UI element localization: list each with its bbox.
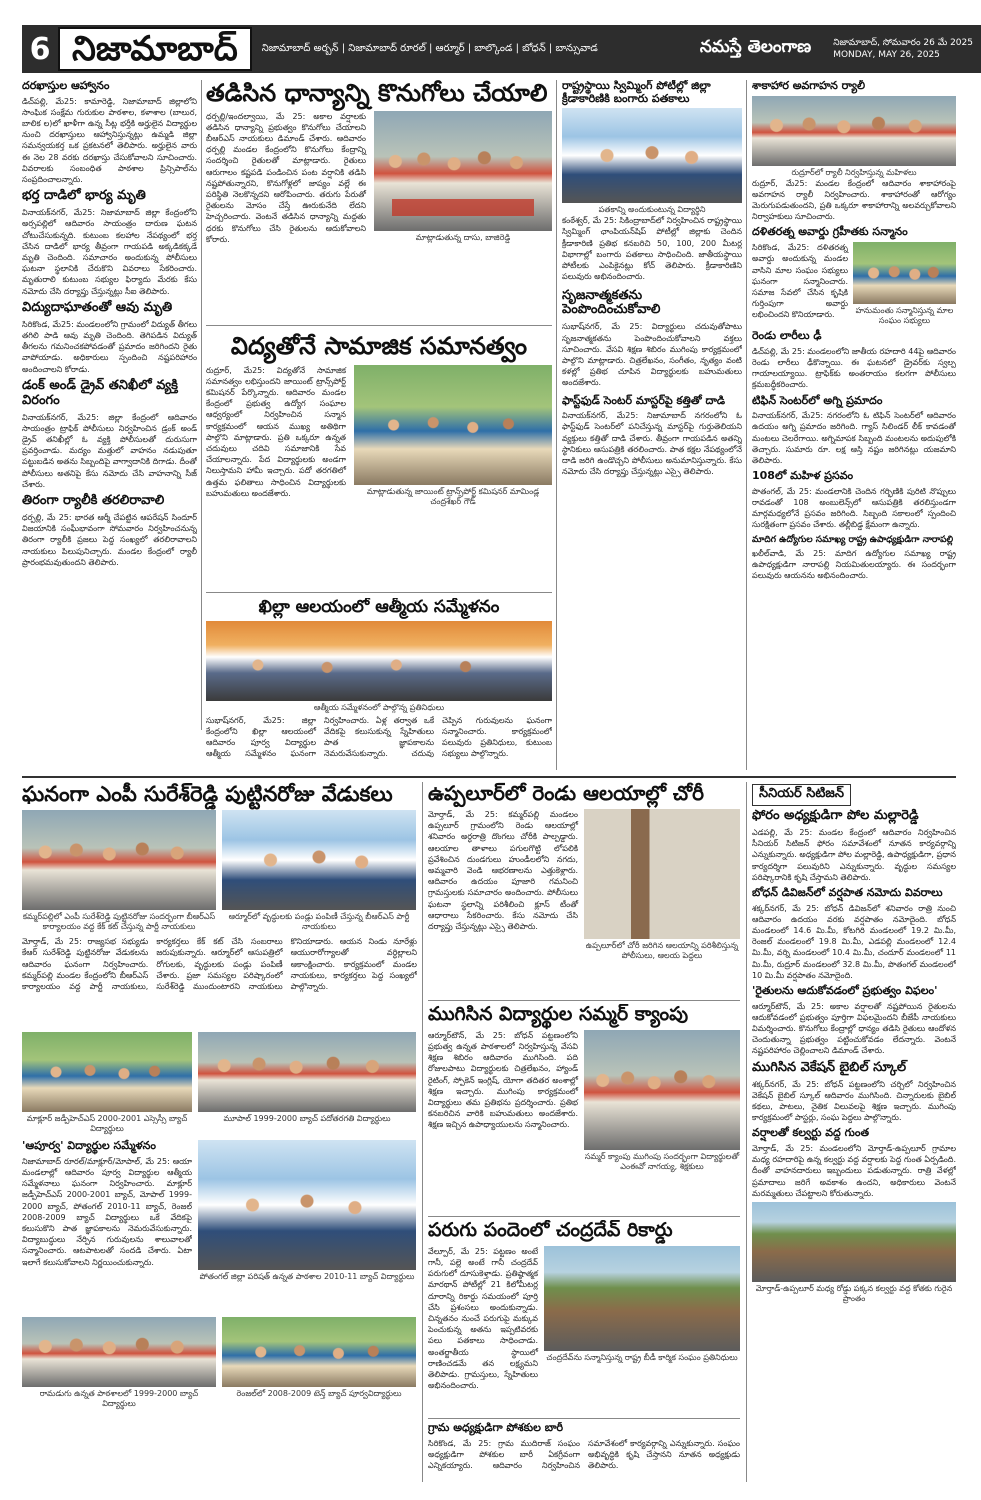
- date-english: MONDAY, MAY 26, 2025: [833, 50, 940, 60]
- column-divider: [422, 782, 423, 1482]
- photo-caption: పతకాన్ని అందుకుంటున్న విద్యార్థిని: [598, 205, 706, 215]
- article-heading: ఫాస్ట్‌ఫుడ్ సెంటర్ మాస్టర్‌పై కత్తితో దాడి: [562, 393, 726, 407]
- article-heading: మాదిగ ఉద్యోగుల సమాఖ్య రాష్ట్ర ఉపాధ్యక్షుడిగా నారాపల్లి: [752, 534, 954, 545]
- photo-caption: మాట్లాడుతున్న జాయింట్ ట్రాన్స్‌పోర్ట్ కమిషనర్ మామిండ్ల చంద్రశేఖర్ గౌడ్: [366, 486, 540, 506]
- article-body: వినాయక్‌నగర్, మే25: నిజామాబాద్ జిల్లా కేంద్రంలోని అర్సపల్లిలో ఆదివారం సాయంత్రం దారుణ ఘటన చోటుచేసుకున్నది. కుటుంబ కలహాల నేపథ్యంలో భర్త చేసిన దాడిలో భార్య తీవ్రంగా గాయపడి అక్కడికక్కడే మృతి చెందింది. సమాచారం అందుకున్న పోలీసులు ఘటనా స్థలానికి చేరుకొని వివరాలు సేకరించారు. మృతురాలి కుటుంబ సభ్యుల ఫిర్యాదు మేరకు కేసు నమోదు చేసి దర్యాప్తు చేస్తున్నట్లు సీఐ తెలిపారు.: [22, 208, 197, 296]
- section-divider: [22, 776, 956, 778]
- article-body: ఎడపల్లి, మే 25: మండల కేంద్రంలో ఆదివారం నిర్వహించిన సీనియర్ సిటిజన్ ఫోరం సమావేశంలో నూతన కార్యవర్గాన్ని ఎన్నుకున్నారు. అధ్యక్షుడిగా పోల మల్లారెడ్డి, ఉపాధ్యక్షుడిగా, ప్రధాన కార్యదర్శిగా పలువురిని ఎన్నుకున్నారు. వృద్ధుల సమస్యల పరిష్కారానికి కృషి చేస్తామని తెలిపారు.: [752, 827, 956, 882]
- article-samanatvam: [206, 333, 552, 588]
- article-headline: ఘనంగా ఎంపీ సురేశ్‌రెడ్డి పుట్టినరోజు వేడుకలు: [22, 782, 393, 806]
- photo-caption: చంద్రదేవ్‌ను సన్మానిస్తున్న రాష్ట్ర బీడీ కార్మిక సంఘం ప్రతినిధులు: [546, 1352, 738, 1362]
- article-body: ఆర్మూర్‌టౌన్, మే 25: బోధన్ పట్టణంలోని ప్రభుత్వ ఉన్నత పాఠశాలలో నిర్వహిస్తున్న వేసవి శిక్షణ శిబిరం ఆదివారం ముగిసింది. పది రోజులపాటు విద్యార్థులకు చిత్రలేఖనం, హ్యాండ్ రైటింగ్, స్పోకెన్ ఇంగ్లిష్, యోగా తదితర అంశాల్లో శిక్షణ ఇచ్చారు. ముగింపు కార్యక్రమంలో విద్యార్థులు తమ ప్రతిభను ప్రదర్శించారు. ప్రతిభ కనబరిచిన వారికి బహుమతులు అందజేశారు. శిక్షణ ఇచ్చిన ఉపాధ్యాయులను సన్మానించారు.: [428, 1030, 578, 1130]
- article-camp: [428, 1004, 740, 1214]
- section-divider: [428, 1216, 740, 1217]
- article-heading: రాష్ట్రస్థాయి స్విమ్మింగ్ పోటీల్లో జిల్లా క్రీడాకారిణికి బంగారు పతకాలు: [562, 80, 711, 105]
- article-uppalur: [428, 782, 740, 997]
- article-body: సిరికొండ, మే25: మండలంలోని గ్రామంలో విద్యుత్ తీగలు తగిలి పాడి ఆవు మృతి చెందింది. తెగిపడిన విద్యుత్ తీగలను గమనించకపోవడంతో ప్రమాదం జరిగిందని రైతు వాపోయాడు. అధికారులు స్పందించి నష్టపరిహారం అందించాలని కోరాడు.: [22, 319, 197, 374]
- article-body: సుభాష్‌నగర్, మే25: జిల్లా కేంద్రంలోని ఖిల్లా ఆలయంలో ఆదివారం పూర్వ విద్యార్థుల ఆత్మీయ సమ్మేళనం ఘనంగా నిర్వహించారు. ఏళ్ల తర్వాత ఒకే వేదికపై కలుసుకున్న స్నేహితులు పాత జ్ఞాపకాలను నెమరువేసుకున్నారు. చదువు చెప్పిన గురువులను ఘనంగా సన్మానించారు. కార్యక్రమంలో పలువురు ప్రతినిధులు, కుటుంబ సభ్యులు పాల్గొన్నారు.: [206, 715, 552, 759]
- article-body: నిజామాబాద్ రూరల్/మాక్లూర్/మోపాల్, మే 25: ఆయా మండలాల్లో ఆదివారం పూర్వ విద్యార్థుల ఆత్మీయ సమ్మేళనాలు ఘనంగా నిర్వహించారు. మాక్లూర్ జడ్పీహెచ్ఎస్ 2000-2001 బ్యాచ్, మోపాల్ 1999-2000 బ్యాచ్, పోతంగల్ 2010-11 బ్యాచ్, రెంజల్ 2008-2009 బ్యాచ్ విద్యార్థులు ఒకే వేదికపై కలుసుకొని పాత జ్ఞాపకాలను నెమరువేసుకున్నారు. విద్యాబుద్ధులు నేర్పిన గురువులను శాలువాలతో సన్మానించారు. ఆటపాటలతో సందడి చేశారు. ఏటా ఇలాగే కలుసుకోవాలని నిర్ణయించుకున్నారు.: [22, 1156, 192, 1267]
- news-photo: [22, 1032, 192, 1112]
- article-heading: బోధన్ డివిజన్‌లో వర్షపాత నమోదు వివరాలు: [752, 885, 943, 899]
- masthead: [22, 25, 981, 73]
- article-body: వినాయక్‌నగర్, మే25: జిల్లా కేంద్రంలో ఆదివారం సాయంత్రం ట్రాఫిక్ పోలీసులు నిర్వహించిన డ్రంక్ అండ్ డ్రైవ్ తనిఖీల్లో ఓ వ్యక్తి పోలీసులతో దురుసుగా ప్రవర్తించాడు. మద్యం మత్తులో వాహనం నడుపుతూ పట్టుబడిన అతను సిబ్బందిపై వాగ్వాదానికి దిగాడు. దీంతో పోలీసులు అతనిపై కేసు నమోదు చేసి వాహనాన్ని సీజ్ చేశారు.: [22, 412, 197, 489]
- photo-caption: పోతంగల్ జిల్లా పరిషత్ ఉన్నత పాఠశాల 2010-11 బ్యాచ్ విద్యార్థులు: [199, 1272, 415, 1282]
- article-headline: ఉప్పలూర్‌లో రెండు ఆలయాల్లో చోరీ: [428, 782, 704, 805]
- news-photo: [544, 1246, 740, 1351]
- section-tag: సీనియర్ సిటిజన్: [752, 784, 851, 806]
- article-headline: తడిసిన ధాన్యాన్ని కొనుగోలు చేయాలి: [206, 80, 548, 107]
- article-heading: టిఫిన్ సెంటర్‌లో అగ్ని ప్రమాదం: [752, 393, 883, 407]
- photo-caption: ఆత్మీయ సమ్మేళనంలో పాల్గొన్న ప్రతినిధులు: [313, 702, 445, 712]
- news-photo: [22, 1317, 216, 1387]
- column-1: [22, 80, 197, 730]
- article-body: శక్కర్‌నగర్, మే 25: బోధన్ పట్టణంలోని చర్చిలో నిర్వహించిన వెకేషన్ బైబిల్ స్కూల్ ఆదివారం ముగిసింది. చిన్నారులకు బైబిల్ కథలు, పాటలు, నైతిక విలువలపై శిక్షణ ఇచ్చారు. ముగింపు కార్యక్రమంలో పాస్టర్లు, సంఘ పెద్దలు పాల్గొన్నారు.: [752, 1079, 956, 1123]
- article-heading: ఫోరం అధ్యక్షుడిగా పోల మల్లారెడ్డి: [752, 808, 919, 823]
- news-photo: [22, 810, 216, 910]
- photo-caption: మాట్లాడుతున్న దాసు, బాజిరెడ్డి: [415, 232, 511, 242]
- news-photo: [584, 809, 740, 939]
- article-heading: డంక్ అండ్ డ్రైవ్ తనిఖీలో వ్యక్తి విరంగం: [22, 377, 178, 408]
- section-divider: [428, 1418, 740, 1419]
- article-heading: 'ఆపూర్వ' విద్యార్థుల సమ్మేళనం: [22, 1139, 156, 1153]
- article-heading: భర్త దాడిలో భార్య మృతి: [22, 188, 146, 204]
- news-photo: [206, 621, 552, 701]
- article-body: రుద్రూర్, మే25: విద్యతోనే సామాజిక సమానత్వం లభిస్తుందని జాయింట్ ట్రాన్స్‌పోర్ట్ కమిషనర్ పేర్కొన్నారు. ఆదివారం మండల కేంద్రంలో ప్రభుత్వ ఉద్యోగ సంఘాల ఆధ్వర్యంలో నిర్వహించిన సన్మాన కార్యక్రమంలో ఆయన ముఖ్య అతిథిగా పాల్గొని మాట్లాడారు. ప్రతి ఒక్కరూ ఉన్నత చదువులు చదివి సమాజానికి సేవ చేయాలన్నారు. పేద విద్యార్థులకు అండగా నిలుస్తామని హామీ ఇచ్చారు. పదో తరగతిలో ఉత్తమ ఫలితాలు సాధించిన విద్యార్థులకు బహుమతులు అందజేశారు.: [206, 365, 346, 498]
- article-body: మోర్తాడ్, మే 25: కమ్మర్‌పల్లి మండలం ఉప్పలూర్ గ్రామంలోని రెండు ఆలయాల్లో శనివారం అర్ధరాత్రి దొంగలు చోరీకి పాల్పడ్డారు. ఆలయాల తాళాలు పగులగొట్టి లోపలికి ప్రవేశించిన దుండగులు హుండీలలోని నగదు, అమ్మవారి వెండి ఆభరణాలను ఎత్తుకెళ్లారు. ఆదివారం ఉదయం పూజారి గమనించి గ్రామస్తులకు సమాచారం అందించారు. పోలీసులు ఘటనా స్థలాన్ని పరిశీలించి క్లూస్ టీంతో ఆధారాలు సేకరించారు. కేసు నమోదు చేసి దర్యాప్తు చేస్తున్నట్లు ఎస్సై తెలిపారు.: [428, 810, 578, 932]
- news-photo: [752, 1202, 956, 1282]
- article-headline: ఖిల్లా ఆలయంలో ఆత్మీయ సమ్మేళనం: [258, 598, 500, 617]
- news-photo: [374, 111, 552, 231]
- article-body: కంఠేశ్వర్, మే 25: సికింద్రాబాద్‌లో నిర్వహించిన రాష్ట్రస్థాయి స్విమ్మింగ్ ఛాంపియన్‌షిప్ పోటీల్లో జిల్లాకు చెందిన క్రీడాకారిణి ప్రతిభ కనబరిచి 50, 100, 200 మీటర్ల విభాగాల్లో బంగారు పతకాలు సాధించింది. జాతీయస్థాయి పోటీలకు ఎంపికైనట్లు కోచ్ తెలిపారు. క్రీడాకారిణిని పలువురు అభినందించారు.: [562, 216, 742, 282]
- article-body: డిచ్‌పల్లి, మే25: కామారెడ్డి, నిజామాబాద్ జిల్లాలోని సాంఘిక సంక్షేమ గురుకుల పాఠశాల, కళాశాల (బాలుర, బాలిక ల)లో ఖాళీగా ఉన్న సీట్ల భర్తీకి అర్హులైన విద్యార్థుల నుంచి దరఖాస్తులు ఆహ్వానిస్తున్నట్లు ఉమ్మడి జిల్లా సమన్వయకర్త ఒక ప్రకటనలో తెలిపారు. అర్హులైన వారు ఈ నెల 28 వరకు దరఖాస్తు చేసుకోవాలని సూచించారు. వివరాలకు సంబంధిత పాఠశాల ప్రిన్సిపాల్‌ను సంప్రదించాలన్నారు.: [22, 96, 197, 185]
- article-body: ఆర్మూర్‌టౌన్, మే 25: అకాల వర్షాలతో నష్టపోయిన రైతులను ఆదుకోవడంలో ప్రభుత్వం పూర్తిగా విఫలమైందని బీజేపీ నాయకులు విమర్శించారు. కొనుగోలు కేంద్రాల్లో ధాన్యం తడిసి రైతులు ఆందోళన చెందుతున్నా ప్రభుత్వం పట్టించుకోవడం లేదన్నారు. వెంటనే నష్టపరిహారం చెల్లించాలని డిమాండ్ చేశారు.: [752, 1001, 956, 1056]
- section-divider: [428, 1000, 740, 1001]
- photo-caption: ఆర్మూర్‌లో వృద్ధులకు పండ్లు పంపిణీ చేస్తున్న బీఆర్ఎస్ పార్టీ నాయకులు: [228, 912, 410, 932]
- photo-caption: రెంజల్‌లో 2008-2009 టెన్త్ బ్యాచ్ పూర్వవిద్యార్థులు: [236, 1388, 402, 1398]
- article-body: డిచ్‌పల్లి, మే 25: మండలంలోని జాతీయ రహదారి 44పై ఆదివారం రెండు లారీలు ఢీకొన్నాయి. ఈ ఘటనలో డ్రైవర్‌కు స్వల్ప గాయాలయ్యాయి. ట్రాఫిక్‌కు అంతరాయం కలగగా పోలీసులు క్రమబద్ధీకరించారు.: [752, 346, 956, 390]
- article-body: వినాయక్‌నగర్, మే25: నిజామాబాద్ నగరంలోని ఓ ఫాస్ట్‌ఫుడ్ సెంటర్‌లో పనిచేస్తున్న మాస్టర్‌పై గుర్తుతెలియని వ్యక్తులు కత్తితో దాడి చేశారు. తీవ్రంగా గాయపడిన అతన్ని స్థానికులు ఆసుపత్రికి తరలించారు. పాత కక్షల నేపథ్యంలోనే దాడి జరిగి ఉండొచ్చని పోలీసులు అనుమానిస్తున్నారు. కేసు నమోదు చేసి దర్యాప్తు చేస్తున్నట్లు ఎస్సై తెలిపారు.: [562, 411, 742, 477]
- article-body: సుభాష్‌నగర్, మే 25: విద్యార్థులు చదువుతోపాటు సృజనాత్మకతను పెంపొందించుకోవాలని వక్తలు సూచించారు. వేసవి శిక్షణ శిబిరం ముగింపు కార్యక్రమంలో పాల్గొని మాట్లాడారు. చిత్రలేఖనం, సంగీతం, నృత్యం వంటి కళల్లో ప్రతిభ చూపిన విద్యార్థులకు బహుమతులు అందజేశారు.: [562, 322, 742, 388]
- photo-caption: రామడుగు ఉన్నత పాఠశాలలో 1999-2000 బ్యాచ్ విద్యార్థులు: [39, 1388, 199, 1408]
- article-gram: [428, 1422, 740, 1482]
- article-body: ఖలీల్‌వాడి, మే 25: మాదిగ ఉద్యోగుల సమాఖ్య రాష్ట్ర ఉపాధ్యక్షుడిగా నారాపల్లి నియమితులయ్యారు. ఈ సందర్భంగా పలువురు ఆయనను అభినందించారు.: [752, 549, 956, 581]
- column-4: [562, 80, 742, 770]
- news-photo: [853, 242, 956, 304]
- photo-caption: హనుమంతు సన్మానిస్తున్న మాల సంఘం సభ్యులు: [855, 306, 954, 326]
- article-heading: దరఖాస్తుల ఆహ్వానం: [22, 80, 110, 92]
- news-photo: [562, 108, 742, 203]
- article-heading: శాకాహార అవగాహన ర్యాలీ: [752, 80, 866, 92]
- article-body: ధర్పల్లి/ఇందల్వాయి, మే 25: అకాల వర్షాలకు తడిసిన ధాన్యాన్ని ప్రభుత్వం కొనుగోలు చేయాలని బీఆర్ఎస్ నాయకులు డిమాండ్ చేశారు. ఆదివారం ధర్పల్లి మండల కేంద్రంలోని కొనుగోలు కేంద్రాన్ని సందర్శించి రైతులతో మాట్లాడారు. రైతులు ఆరుగాలం కష్టపడి పండించిన పంట వర్షానికి తడిసి నష్టపోతున్నారని, కొనుగోళ్లలో జాప్యం వల్లే ఈ పరిస్థితి నెలకొన్నదని ఆరోపించారు. తరుగు పేరుతో రైతులను మోసం చేస్తే ఊరుకునేది లేదని హెచ్చరించారు. వెంటనే తడిసిన ధాన్యాన్ని మద్దతు ధరకు కొనుగోలు చేసి రైతులను ఆదుకోవాలని కోరారు.: [206, 111, 366, 244]
- article-heading: విద్యుదాఘాతంతో ఆవు మృతి: [22, 299, 173, 315]
- photo-caption: రుద్రూర్‌లో ర్యాలీ నిర్వహిస్తున్న మహిళలు: [791, 167, 917, 177]
- article-body: పొతంగల్, మే 25: మండలానికి చెందిన గర్భిణికి పురిటి నొప్పులు రావడంతో 108 అంబులెన్స్‌లో ఆసుపత్రికి తరలిస్తుండగా మార్గమధ్యలోనే ప్రసవం జరిగింది. సిబ్బంది సకాలంలో స్పందించి సురక్షితంగా ప్రసవం చేశారు. తల్లీబిడ్డ క్షేమంగా ఉన్నారు.: [752, 486, 956, 530]
- article-headline: ముగిసిన విద్యార్థుల సమ్మర్ క్యాంపు: [428, 1004, 689, 1025]
- article-body: శక్కర్‌నగర్, మే 25: బోధన్ డివిజన్‌లో శనివారం రాత్రి నుంచి ఆదివారం ఉదయం వరకు వర్షపాతం నమోదైంది. బోధన్ మండలంలో 14.6 మి.మీ, కోటగిరి మండలంలో 19.2 మి.మీ, రెంజల్ మండలంలో 19.8 మి.మీ, ఎడపల్లి మండలంలో 12.4 మి.మీ, వర్ని మండలంలో 10.4 మి.మీ, చందూర్ మండలంలో 11 మి.మీ, రుద్రూర్ మండలంలో 32.8 మి.మీ, పొతంగల్ మండలంలో 10 మి.మీ వర్షపాతం నమోదైంది.: [752, 903, 956, 980]
- news-photo: [354, 365, 552, 485]
- article-body: వినాయక్‌నగర్, మే25: నగరంలోని ఓ టిఫిన్ సెంటర్‌లో ఆదివారం ఉదయం అగ్ని ప్రమాదం జరిగింది. గ్యాస్ సిలిండర్ లీక్ కావడంతో మంటలు చెలరేగాయి. అగ్నిమాపక సిబ్బంది మంటలను అదుపులోకి తెచ్చారు. సుమారు రూ. లక్ష ఆస్తి నష్టం జరిగినట్లు యజమాని తెలిపారు.: [752, 411, 956, 465]
- article-body: సిరికొండ, మే25: దళితరత్న అవార్డు అందుకున్న మండల వాసిని మాల సంఘం సభ్యులు ఘనంగా సన్మానించారు. సమాజ సేవలో చేసిన కృషికి గుర్తింపుగా అవార్డు లభించిందని కొనియాడారు.: [752, 243, 848, 320]
- column-divider: [746, 80, 747, 770]
- page-number: 6: [29, 31, 51, 67]
- article-dhanyam: [206, 80, 552, 320]
- news-photo: [222, 810, 416, 910]
- newspaper-brand: నమస్తే తెలంగాణ: [699, 37, 812, 57]
- column-divider: [201, 80, 202, 730]
- article-body: మోర్తాడ్, మే 25: రాజ్యసభ సభ్యుడు కేఆర్ సురేశ్‌రెడ్డి పుట్టినరోజు వేడుకలను ఆదివారం ఘనంగా నిర్వహించారు. కమ్మర్‌పల్లి మండల కేంద్రంలోని బీఆర్ఎస్ కార్యాలయం వద్ద పార్టీ నాయకులు, కార్యకర్తలు కేక్ కట్ చేసి సంబరాలు జరుపుకున్నారు. ఆర్మూర్‌లో ఆసుపత్రిలో రోగులకు, వృద్ధులకు పండ్లు పంపిణీ చేశారు. ప్రజా సమస్యల పరిష్కారంలో సురేశ్‌రెడ్డి ముందుంటారని నాయకులు కొనియాడారు. ఆయన నిండు నూరేళ్లు ఆయురారోగ్యాలతో వర్ధిల్లాలని ఆకాంక్షించారు. కార్యక్రమంలో మండల నాయకులు, కార్యకర్తలు పెద్ద సంఖ్యలో పాల్గొన్నారు.: [22, 937, 417, 991]
- article-heading: రెండు లారీలు ఢీ: [752, 329, 822, 343]
- photo-caption: సమ్మర్ క్యాంపు ముగింపు సందర్భంగా విద్యార్థులతో ఎంఈవో నాగయ్య, శిక్షకులు: [584, 1151, 740, 1171]
- article-body: వేల్పూర్, మే 25: పట్టణం అంటే గానీ, పల్లె అంటే గానీ చంద్రదేవ్ పరుగులో దూసుకెళ్తాడు. ప్రతిష్ఠాత్మక మారథాన్ పోటీల్లో 21 కిలోమీటర్ల దూరాన్ని రికార్డు సమయంలో పూర్తి చేసి ప్రశంసలు అందుకున్నాడు. చిన్నతనం నుంచే పరుగుపై మక్కువ పెంచుకున్న అతను ఇప్పటివరకు పలు పతకాలు సాధించాడు. అంతర్జాతీయ స్థాయిలో రాణించడమే తన లక్ష్యమని తెలిపాడు. గ్రామస్తులు, స్నేహితులు అభినందించారు.: [428, 1246, 538, 1391]
- column-5: [752, 80, 956, 770]
- date-telugu: నిజామాబాద్, సోమవారం 26 మే 2025: [833, 38, 973, 48]
- article-headline: పరుగు పందెంలో చంద్రదేవ్ రికార్డు: [428, 1220, 673, 1241]
- article-heading: దళితరత్న అవార్డు గ్రహీతకు సన్మానం: [752, 225, 908, 239]
- news-photo: [752, 96, 956, 166]
- news-photo: [584, 1030, 740, 1150]
- edition-title: నిజామాబాద్: [58, 27, 252, 71]
- news-photo: [198, 1140, 416, 1270]
- photo-caption: మాక్లూర్ జడ్పీహెచ్ఎస్ 2000-2001 ఎస్సెస్సీ బ్యాచ్ విద్యార్థులు: [26, 1114, 188, 1134]
- article-heading: గ్రామ అధ్యక్షుడిగా పోశకుల బారీ: [428, 1422, 564, 1434]
- article-race: [428, 1220, 740, 1415]
- article-headline: విద్యతోనే సామాజిక సమానత్వం: [230, 333, 528, 360]
- article-heading: సృజనాత్మకతను పెంపొందించుకోవాలి: [562, 287, 661, 318]
- column-5-bottom: [752, 782, 956, 1482]
- article-body: సిరికొండ, మే 25: గ్రామ ముదిరాజ్ సంఘం అధ్యక్షుడిగా పోశకుల బారీ ఏకగ్రీవంగా ఎన్నికయ్యారు. ఆదివారం నిర్వహించిన సమావేశంలో కార్యవర్గాన్ని ఎన్నుకున్నారు. సంఘం అభివృద్ధికి కృషి చేస్తానని నూతన అధ్యక్షుడు తెలిపారు.: [428, 1438, 740, 1471]
- article-heading: 108లో మహిళ ప్రసవం: [752, 469, 854, 483]
- column-divider: [746, 782, 747, 1482]
- article-heading: వర్షాలతో కల్వర్టు వద్ద గుంత: [752, 1126, 869, 1140]
- article-body: ధర్పల్లి, మే 25: భారత ఆర్మీ చేపట్టిన ఆపరేషన్ సిందూర్ విజయానికి సంఘీభావంగా సోమవారం నిర్వహించనున్న తిరంగా ర్యాలీకి ప్రజలు పెద్ద సంఖ్యలో తరలిరావాలని నాయకులు పిలుపునిచ్చారు. మండల కేంద్రంలో ర్యాలీ ప్రారంభమవుతుందని తెలిపారు.: [22, 513, 197, 567]
- article-body: మోర్తాడ్, మే 25: మండలంలోని మోర్తాడ్-ఉప్పలూర్ గ్రామాల మధ్య రహదారిపై ఉన్న కల్వర్టు వద్ద వర్షాలకు పెద్ద గుంత ఏర్పడింది. దీంతో వాహనదారులు ఇబ్బందులు పడుతున్నారు. రాత్రి వేళల్లో ప్రమాదాలు జరిగే అవకాశం ఉందని, అధికారులు వెంటనే మరమ్మతులు చేపట్టాలని కోరుతున్నారు.: [752, 1144, 956, 1198]
- sub-editions: నిజామాబాద్ అర్బన్ | నిజామాబాద్ రూరల్ | ఆర్మూర్ | బాల్కొండ | బోధన్ | బాన్సువాడ: [261, 43, 598, 54]
- article-body: రుద్రూర్, మే25: మండల కేంద్రంలో ఆదివారం శాకాహారంపై అవగాహన ర్యాలీ నిర్వహించారు. శాకాహారంతో ఆరోగ్యం మెరుగుపడుతుందని, ప్రతి ఒక్కరూ శాకాహారాన్ని అలవర్చుకోవాలని నిర్వాహకులు సూచించారు.: [752, 178, 956, 222]
- photo-caption: ఉప్పలూర్‌లో చోరీ జరిగిన ఆలయాన్ని పరిశీలిస్తున్న పోలీసులు, ఆలయ పెద్దలు: [585, 941, 739, 960]
- photo-caption: కమ్మర్‌పల్లిలో ఎంపీ సురేశ్‌రెడ్డి పుట్టినరోజు సందర్భంగా బీఆర్ఎస్ కార్యాలయం వద్ద కేక్ కట్ చేస్తున్న పార్టీ నాయకులు: [22, 912, 216, 932]
- article-heading: ముగిసిన వెకేషన్ బైబిల్ స్కూల్: [752, 1059, 907, 1075]
- date-block: [833, 37, 973, 61]
- section-divider: [206, 325, 552, 326]
- section-divider: [206, 592, 552, 593]
- column-divider: [556, 80, 557, 770]
- photo-caption: మోర్తాడ్-ఉప్పలూర్ మధ్య రోడ్డు పక్కన కల్వర్టు వద్ద కోతకు గురైన ప్రాంతం: [755, 1284, 953, 1304]
- news-photo: [222, 1317, 416, 1387]
- article-heading: 'రైతులను ఆదుకోవడంలో ప్రభుత్వం విఫలం': [752, 984, 938, 998]
- news-photo: [198, 1032, 416, 1112]
- photo-caption: మూపాల్ 1999-2000 బ్యాచ్ పదోతరగతి విద్యార్థులు: [223, 1114, 391, 1124]
- article-heading: తిరంగా ర్యాలీకి తరలిరావాలి: [22, 493, 165, 509]
- article-suresh: [22, 782, 417, 1482]
- article-khilla: [206, 598, 552, 768]
